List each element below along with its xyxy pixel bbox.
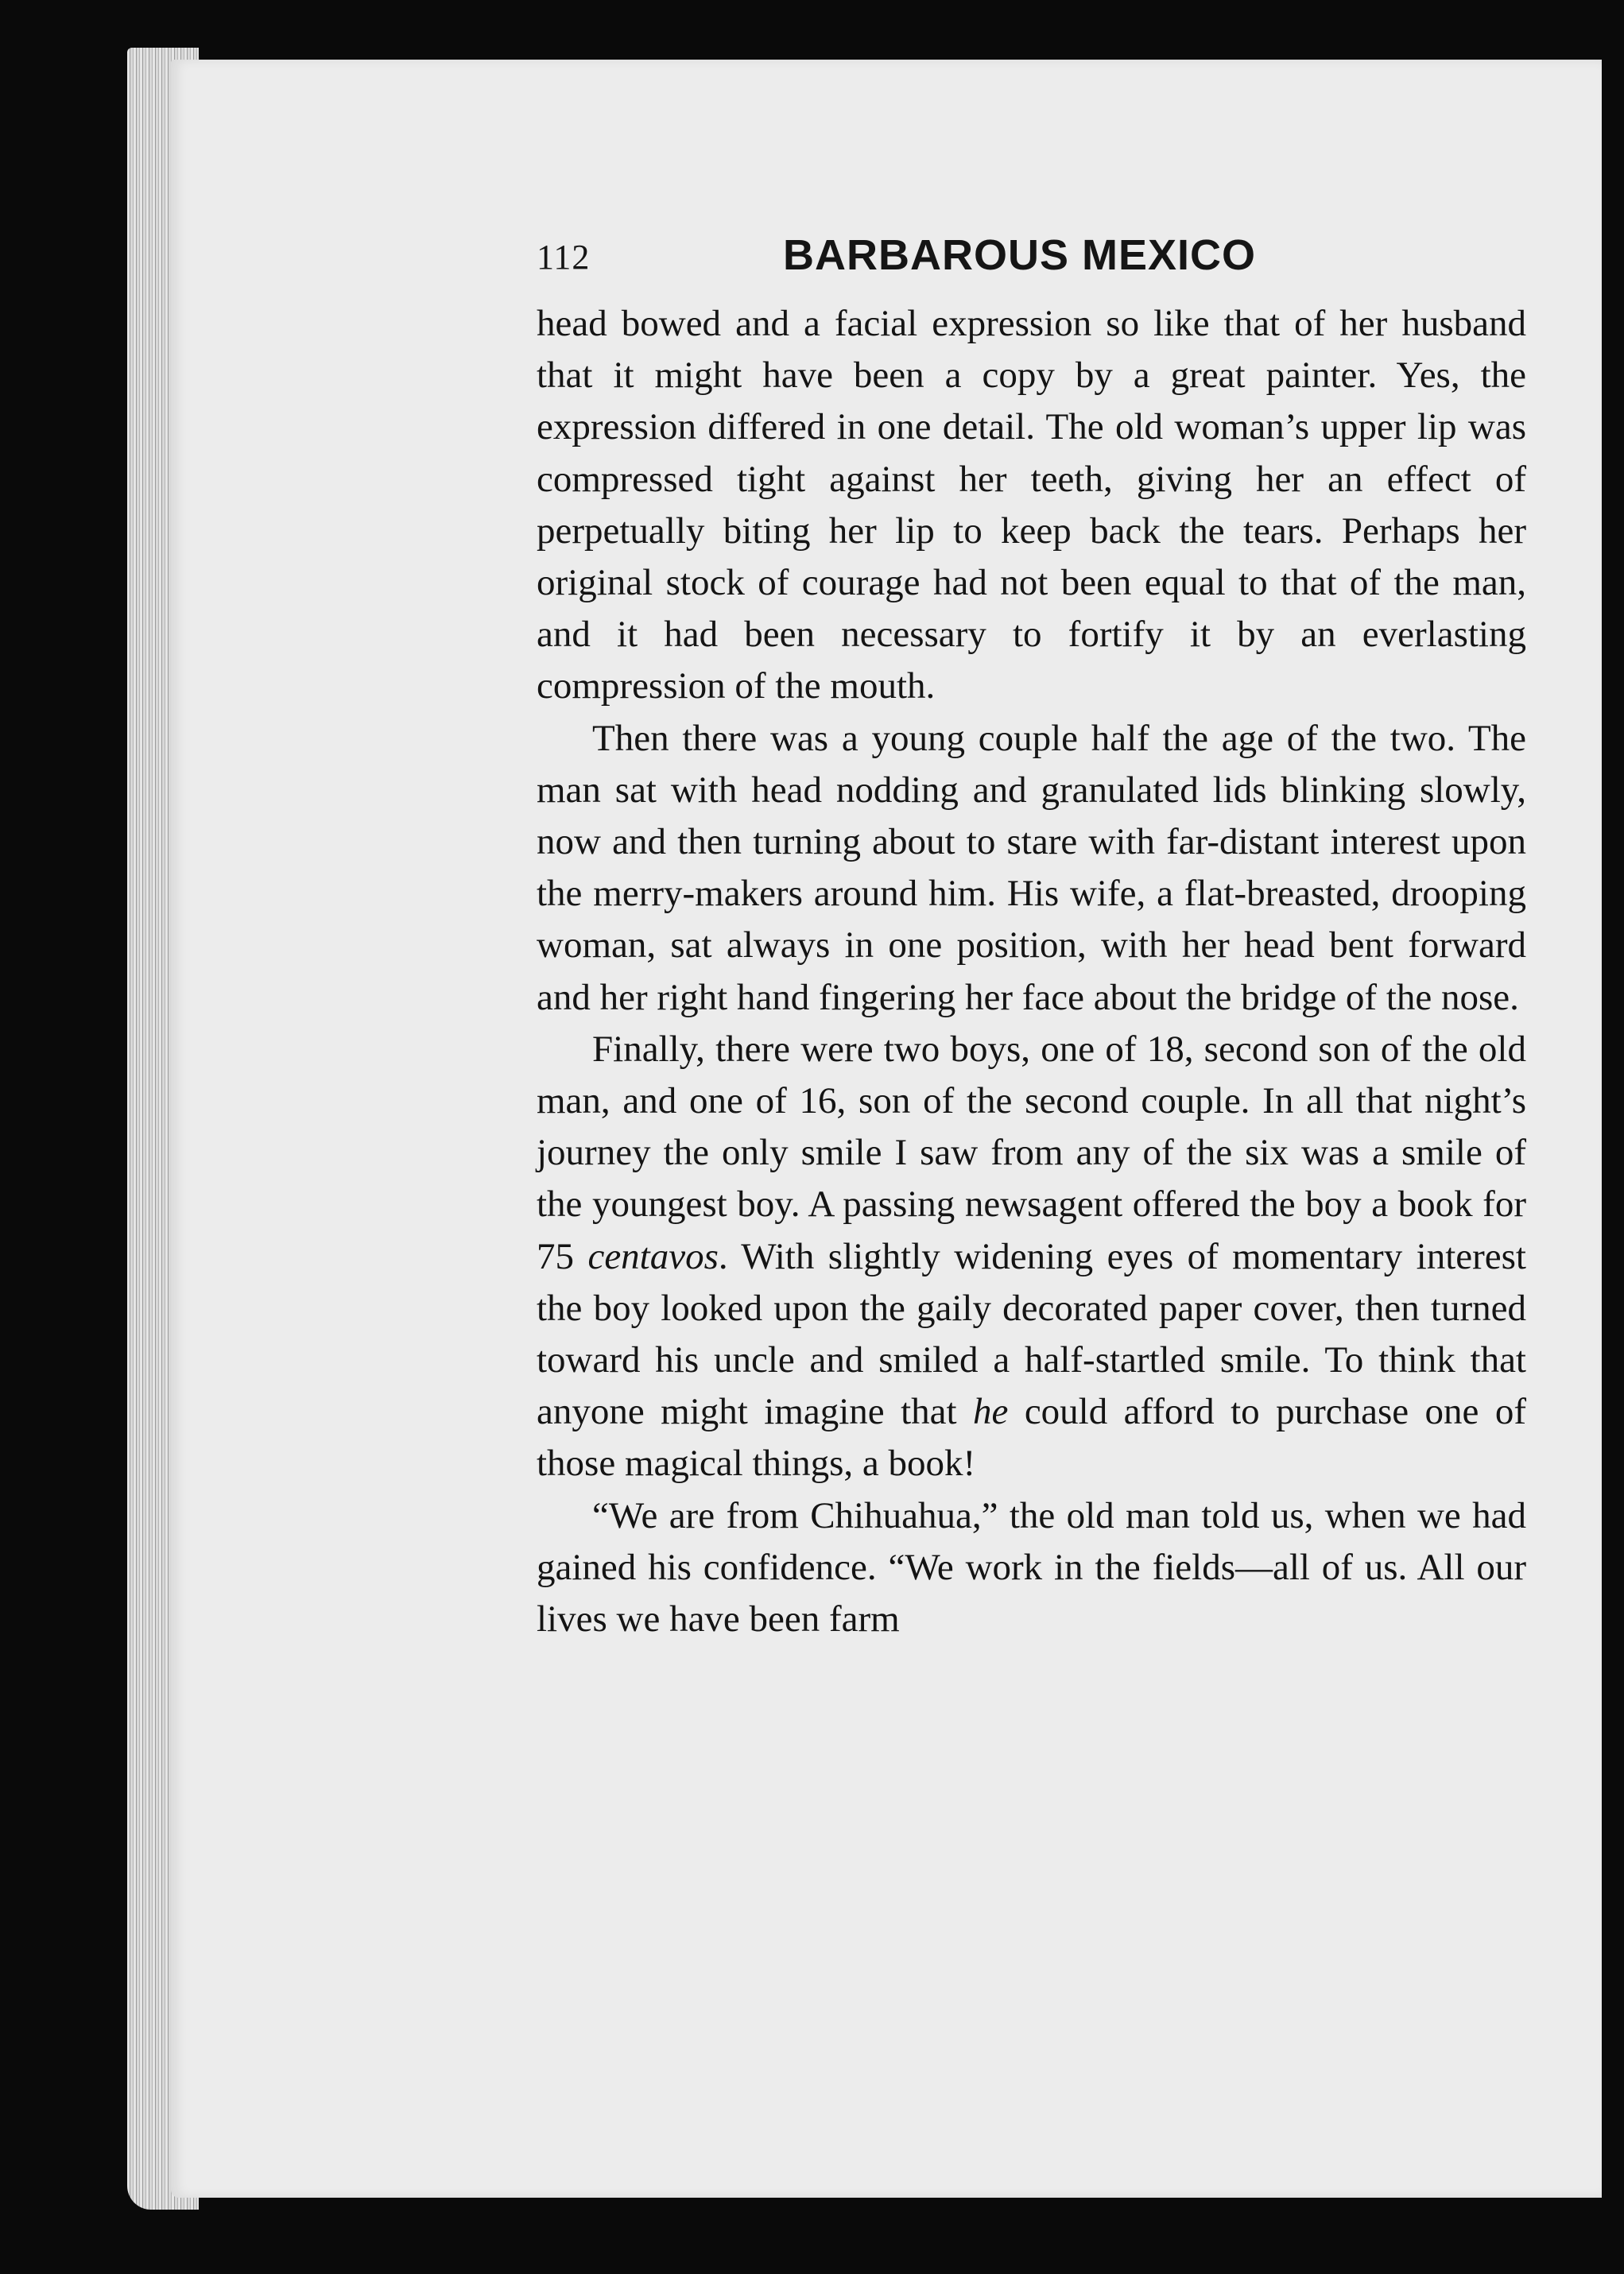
paragraph-3-part-3: could afford to purchase one of those magical things, a book! bbox=[537, 1391, 1526, 1485]
paragraph-3 bbox=[537, 1024, 1526, 1490]
paragraph-2: Then there was a young couple half the age of the two. The man sat with head nodding and granulated lids blinking slowly, now and then turning about to stare with far-distant interest upon the merry-makers around him. His wife, a flat-breasted, drooping woman, sat always in one position, with her head bent forward and her right hand fingering her face about the bridge of the nose. bbox=[537, 717, 1526, 1018]
paragraph-3-part-2: . With slightly widening eyes of momentary interest the boy looked upon the gaily decorated paper cover, then turned toward his uncle and smiled a half-startled smile. To think that anyone might imagine that bbox=[537, 1235, 1526, 1433]
paragraph-1: head bowed and a facial expression so like that of her husband that it might have been a copy by a great painter. Yes, the expression differed in one detail. The old woman’s upper lip was compressed tight against her teeth, giving her an effect of perpetually biting her lip to keep back the tears. Perhaps her original stock of courage had not been equal to that of the man, and it had been necessary to fortify it by an everlasting compression of the mouth. bbox=[537, 303, 1526, 707]
paragraph-3-part-1: Finally, there were two boys, one of 18, second son of the old man, and one of 16, son of the second couple. In all that night’s journey the only smile I saw from any of the six was a smile of the youngest boy. A passing newsagent offered the boy a book for 75 bbox=[537, 1028, 1526, 1277]
page-number: 112 bbox=[537, 238, 591, 277]
body-text bbox=[537, 298, 1526, 1645]
running-head bbox=[537, 230, 1530, 286]
paragraph-4: “We are from Chihuahua,” the old man told us, when we had gained his confidence. “We work in the fields—all of us. All our lives we have been farm bbox=[537, 1494, 1526, 1641]
book-title: BARBAROUS MEXICO bbox=[783, 231, 1257, 279]
italic-he: he bbox=[973, 1391, 1009, 1433]
italic-centavos: centavos bbox=[587, 1235, 719, 1277]
